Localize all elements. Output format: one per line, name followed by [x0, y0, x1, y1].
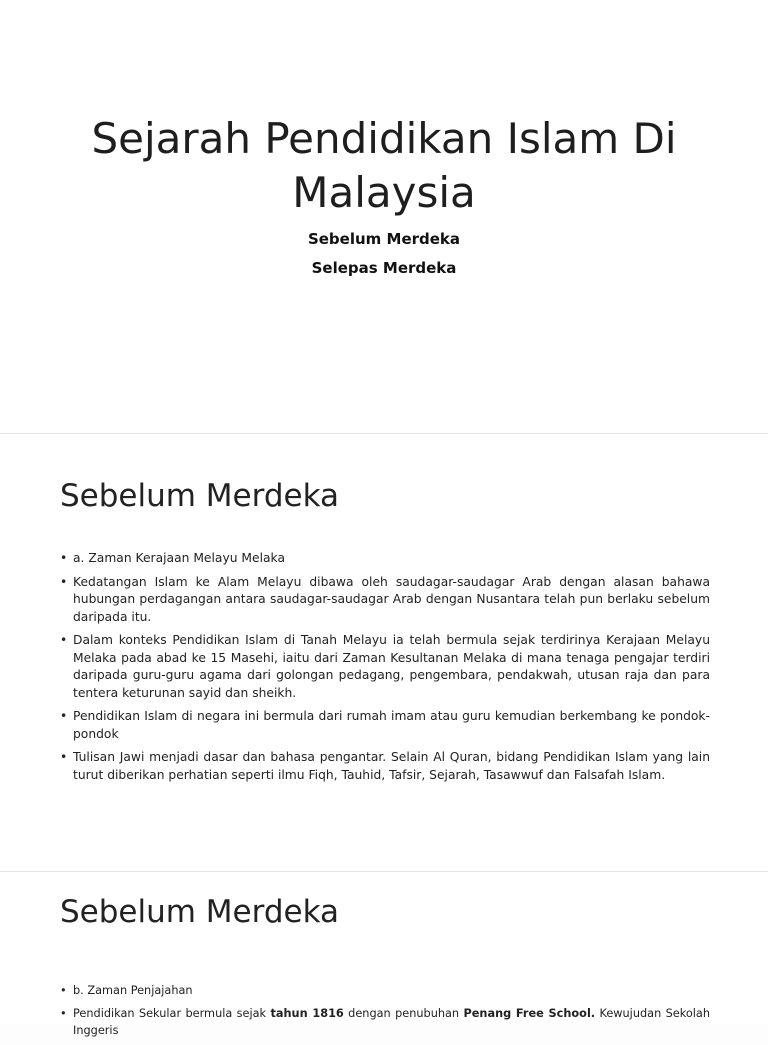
bullet-item: • b. Zaman Penjajahan [60, 982, 710, 999]
bullet-item [60, 1005, 710, 1039]
content-slide-zaman-penjajahan [0, 872, 768, 1037]
bullet-item: • a. Zaman Kerajaan Melayu Melaka [60, 550, 710, 568]
subtitle-selepas-merdeka: Selepas Merdeka [311, 259, 457, 277]
bullet-list [60, 982, 710, 1045]
bullet-item: • Dalam konteks Pendidikan Islam di Tanah Melayu ia telah bermula sejak terdirinya Kerajaan Melayu Melaka pada abad ke 15 Masehi, iaitu dari Zaman Kesultanan Melaka di mana tenaga pengajar terdiri daripada guru-guru agama dari golongan pedagang, pengembara, pendakwah, utusan raja dan para tentera keturunan sayid dan sheikh. [60, 632, 710, 702]
presentation-title: Sejarah Pendidikan Islam Di Malaysia [91, 114, 677, 217]
slide-heading: Sebelum Merdeka [60, 478, 339, 514]
bullet-item: • Kedatangan Islam ke Alam Melayu dibawa oleh saudagar-saudagar Arab dengan alasan bahawa hubungan perdagangan antara saudagar-saudagar Arab dengan Nusantara telah pun berlaku sebelum daripada itu. [60, 574, 710, 627]
bullet-list [60, 550, 710, 790]
bullet-text: Pendidikan Sekular bermula sejak [73, 1007, 271, 1020]
bullet-text: dengan penubuhan [343, 1007, 464, 1020]
bullet-bold-text: Penang Free School. [463, 1007, 596, 1020]
bullet-bold-text: tahun 1816 [270, 1007, 344, 1020]
bullet-item: • Pendidikan Islam di negara ini bermula dari rumah imam atau guru kemudian berkembang ke pondok-pondok [60, 708, 710, 743]
content-slide-sebelum-merdeka [0, 434, 768, 870]
bullet-item: • Tulisan Jawi menjadi dasar dan bahasa pengantar. Selain Al Quran, bidang Pendidikan Islam yang lain turut diberikan perhatian seperti ilmu Fiqh, Tauhid, Tafsir, Sejarah, Tasawwuf dan Falsafah Islam. [60, 749, 710, 784]
slide-heading: Sebelum Merdeka [60, 894, 339, 930]
title-slide [0, 0, 768, 432]
subtitle-sebelum-merdeka: Sebelum Merdeka [307, 230, 461, 248]
bullet-text: Kewujudan Sekolah Inggeris [73, 1007, 710, 1037]
